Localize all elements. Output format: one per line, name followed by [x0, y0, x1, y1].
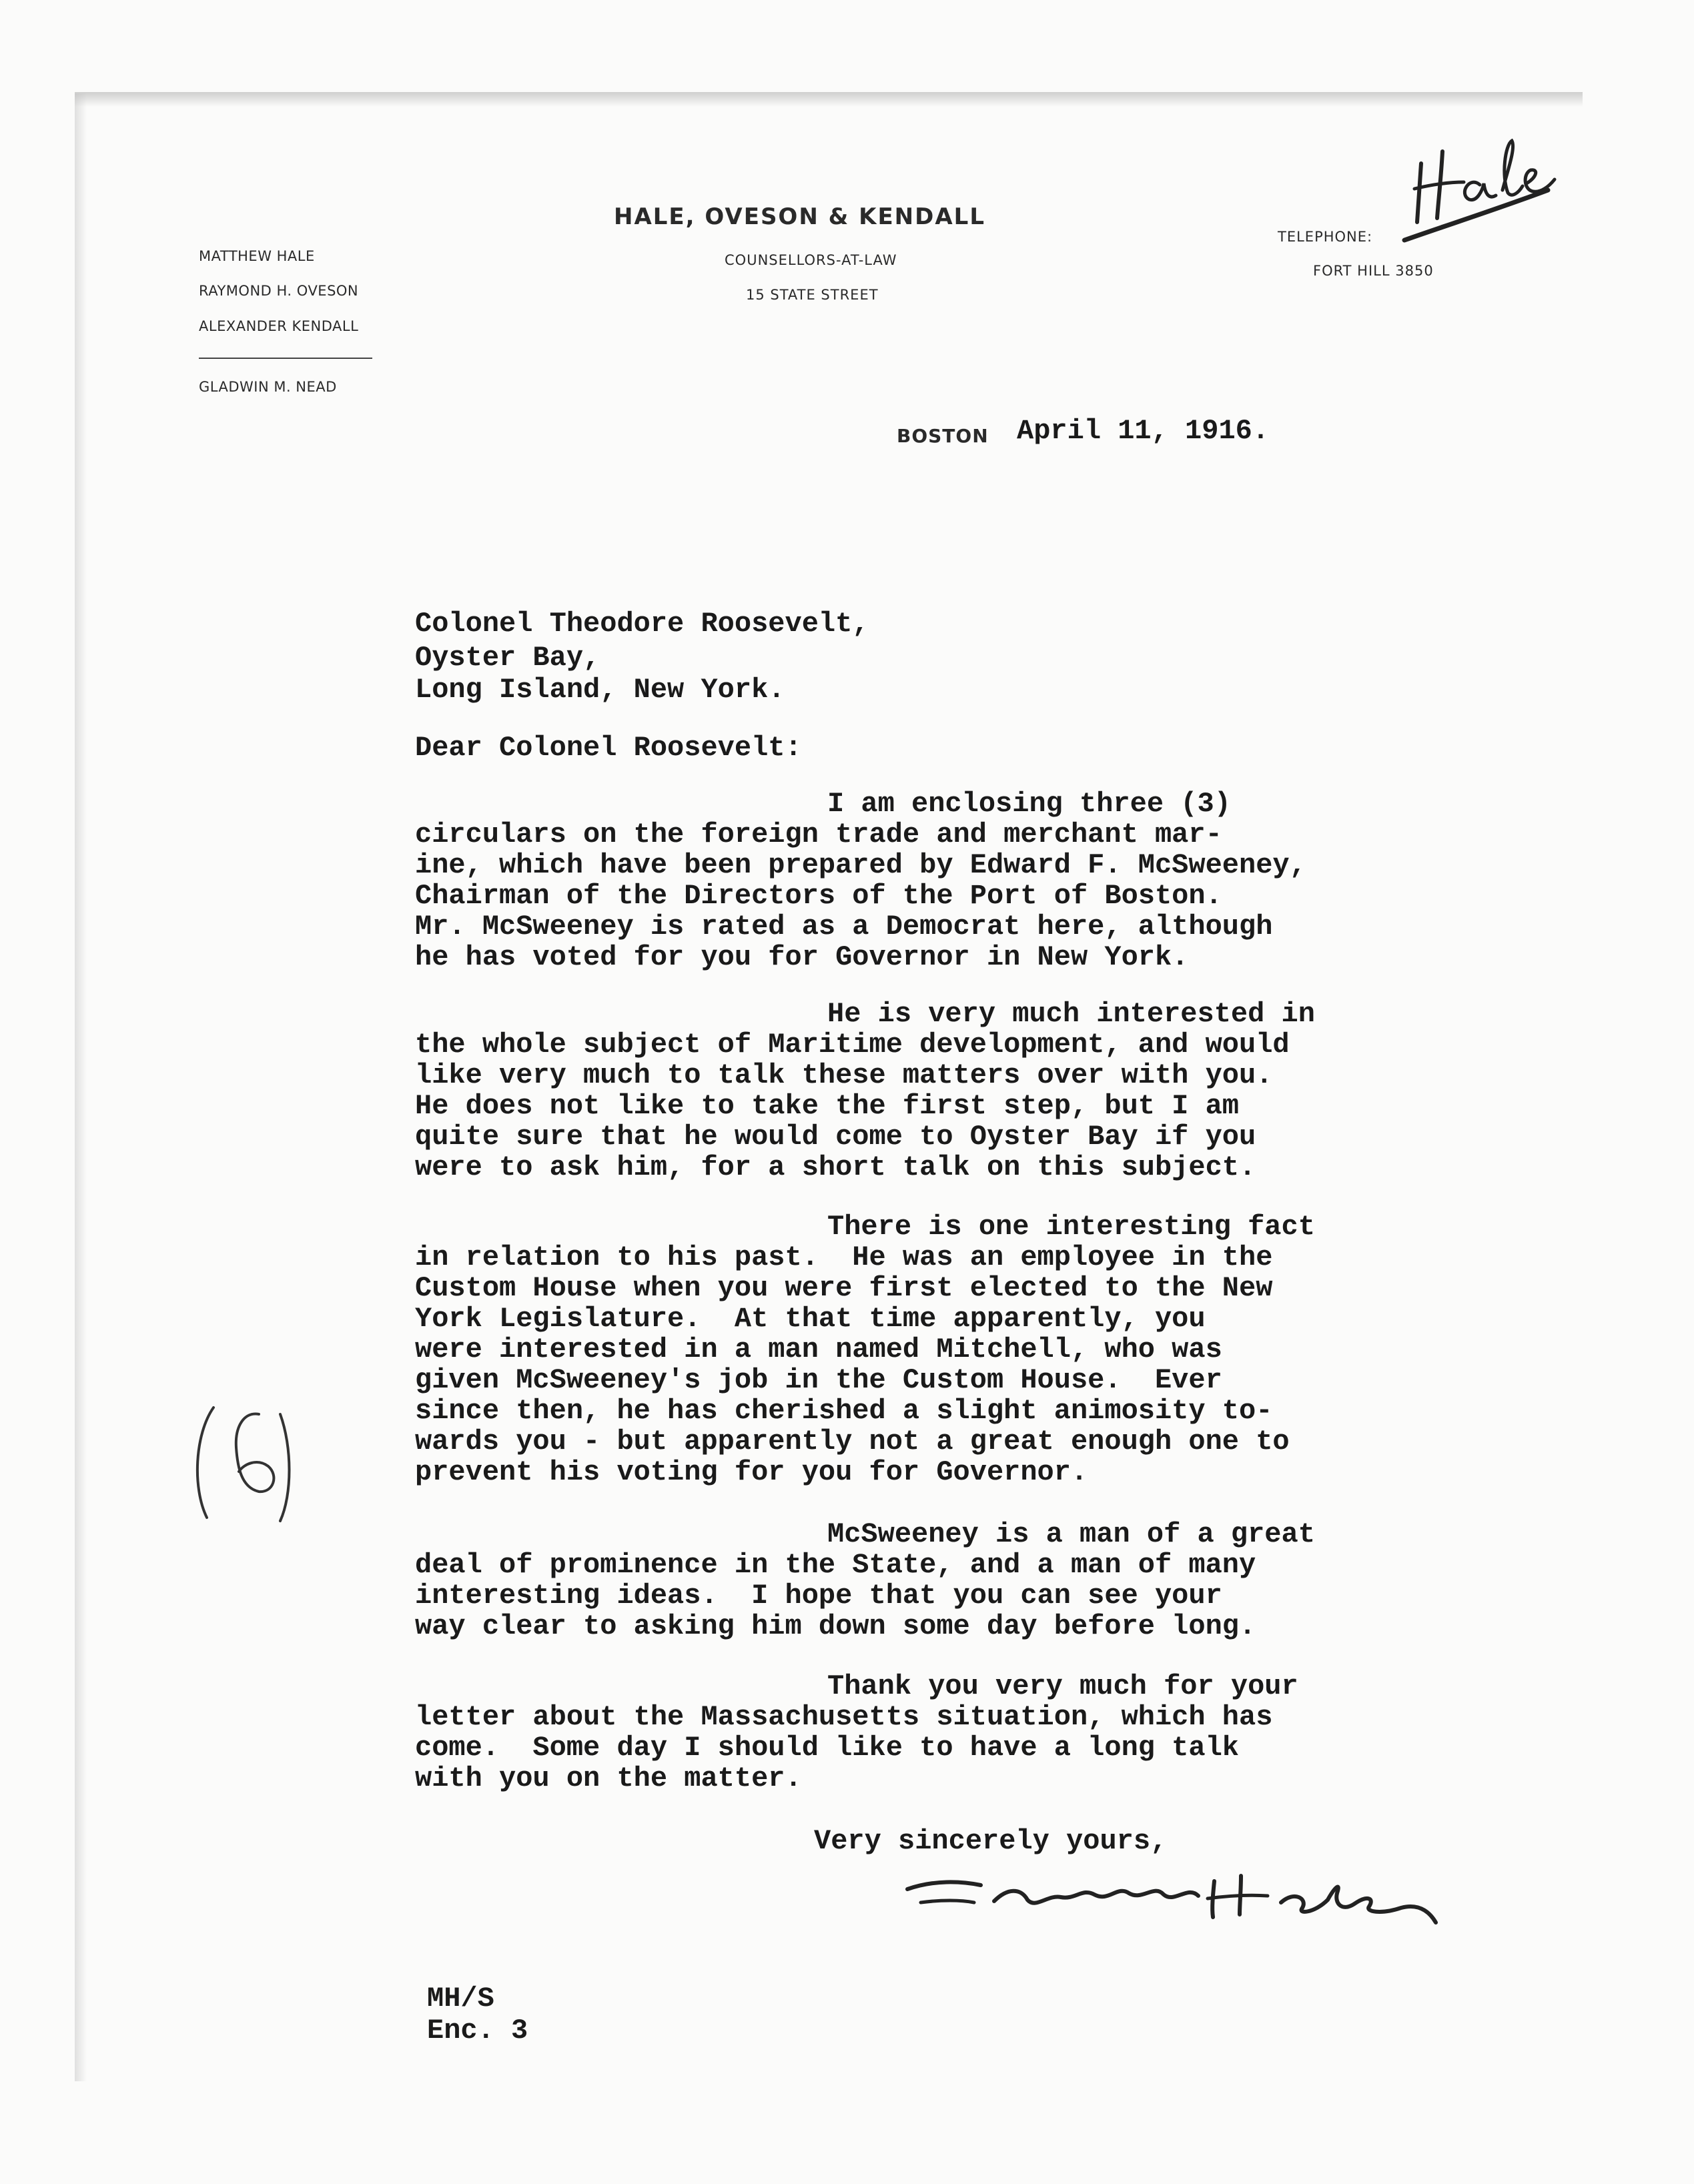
paragraph-line: deal of prominence in the State, and a man of many	[415, 1549, 1256, 1581]
paragraph-line: ine, which have been prepared by Edward F. McSweeney,	[415, 849, 1306, 881]
paragraph-line: with you on the matter.	[415, 1762, 802, 1794]
paragraph-line: were interested in a man named Mitchell, who was	[415, 1333, 1222, 1366]
paragraph-line: He does not like to take the first step, but I am	[415, 1090, 1240, 1122]
typist-initials: MH/S	[427, 1983, 494, 2015]
paragraph-line: He is very much interested in	[827, 998, 1315, 1030]
paragraph-line: since then, he has cherished a slight animosity to-	[415, 1395, 1273, 1427]
telephone-number: FORT HILL 3850	[1313, 263, 1434, 279]
paragraph-line: Mr. McSweeney is rated as a Democrat here, although	[415, 911, 1273, 943]
paragraph-line: in relation to his past. He was an employee in the	[415, 1241, 1273, 1273]
partner-name: RAYMOND H. OVESON	[199, 283, 359, 299]
paragraph-line: interesting ideas. I hope that you can see your	[415, 1580, 1222, 1612]
paragraph-line: I am enclosing three (3)	[827, 788, 1231, 820]
signature	[894, 1861, 1441, 1935]
recipient-line: Colonel Theodore Roosevelt,	[415, 608, 869, 640]
paragraph-line: given McSweeney's job in the Custom House. Ever	[415, 1364, 1222, 1396]
scan-shadow-left	[75, 93, 87, 2081]
telephone-label: TELEPHONE:	[1278, 229, 1373, 245]
salutation: Dear Colonel Roosevelt:	[415, 732, 802, 764]
paragraph-line: circulars on the foreign trade and merchant mar-	[415, 818, 1222, 851]
partner-name: ALEXANDER KENDALL	[199, 318, 359, 334]
handwritten-hale-annotation	[1394, 110, 1568, 250]
paragraph-line: like very much to talk these matters over with you.	[415, 1059, 1273, 1091]
scan-shadow-top	[75, 92, 1583, 107]
paragraph-line: Thank you very much for your	[827, 1670, 1298, 1702]
paragraph-line: York Legislature. At that time apparently, you	[415, 1303, 1206, 1335]
paragraph-line: wards you - but apparently not a great enough one to	[415, 1426, 1290, 1458]
letter-date: April 11, 1916.	[1017, 415, 1270, 447]
closing: Very sincerely yours,	[814, 1825, 1168, 1857]
paragraph-line: There is one interesting fact	[827, 1211, 1315, 1243]
paragraph-line: letter about the Massachusetts situation, which has	[415, 1701, 1273, 1733]
paragraph-line: McSweeney is a man of a great	[827, 1518, 1315, 1550]
paragraph-line: Custom House when you were first elected to the New	[415, 1272, 1273, 1304]
paragraph-line: way clear to asking him down some day before long.	[415, 1610, 1256, 1642]
associate-name: GLADWIN M. NEAD	[199, 379, 337, 395]
paragraph-line: prevent his voting for you for Governor.	[415, 1456, 1088, 1488]
recipient-line: Long Island, New York.	[415, 674, 785, 706]
firm-address: 15 STATE STREET	[746, 287, 879, 303]
firm-profession: COUNSELLORS-AT-LAW	[725, 252, 897, 268]
paragraph-line: quite sure that he would come to Oyster Bay if you	[415, 1121, 1256, 1153]
paragraph-line: the whole subject of Maritime development, and would	[415, 1029, 1290, 1061]
paragraph-line: he has voted for you for Governor in New York.	[415, 941, 1189, 973]
paragraph-line: were to ask him, for a short talk on this subject.	[415, 1151, 1256, 1183]
partner-divider	[199, 358, 372, 359]
paragraph-line: come. Some day I should like to have a long talk	[415, 1732, 1240, 1764]
handwritten-margin-number	[180, 1388, 307, 1548]
enclosure-note: Enc. 3	[427, 2015, 528, 2047]
partner-name: MATTHEW HALE	[199, 248, 315, 264]
recipient-line: Oyster Bay,	[415, 642, 600, 674]
firm-name: HALE, OVESON & KENDALL	[614, 203, 986, 230]
paragraph-line: Chairman of the Directors of the Port of Boston.	[415, 880, 1222, 912]
city-label: BOSTON	[897, 425, 989, 447]
